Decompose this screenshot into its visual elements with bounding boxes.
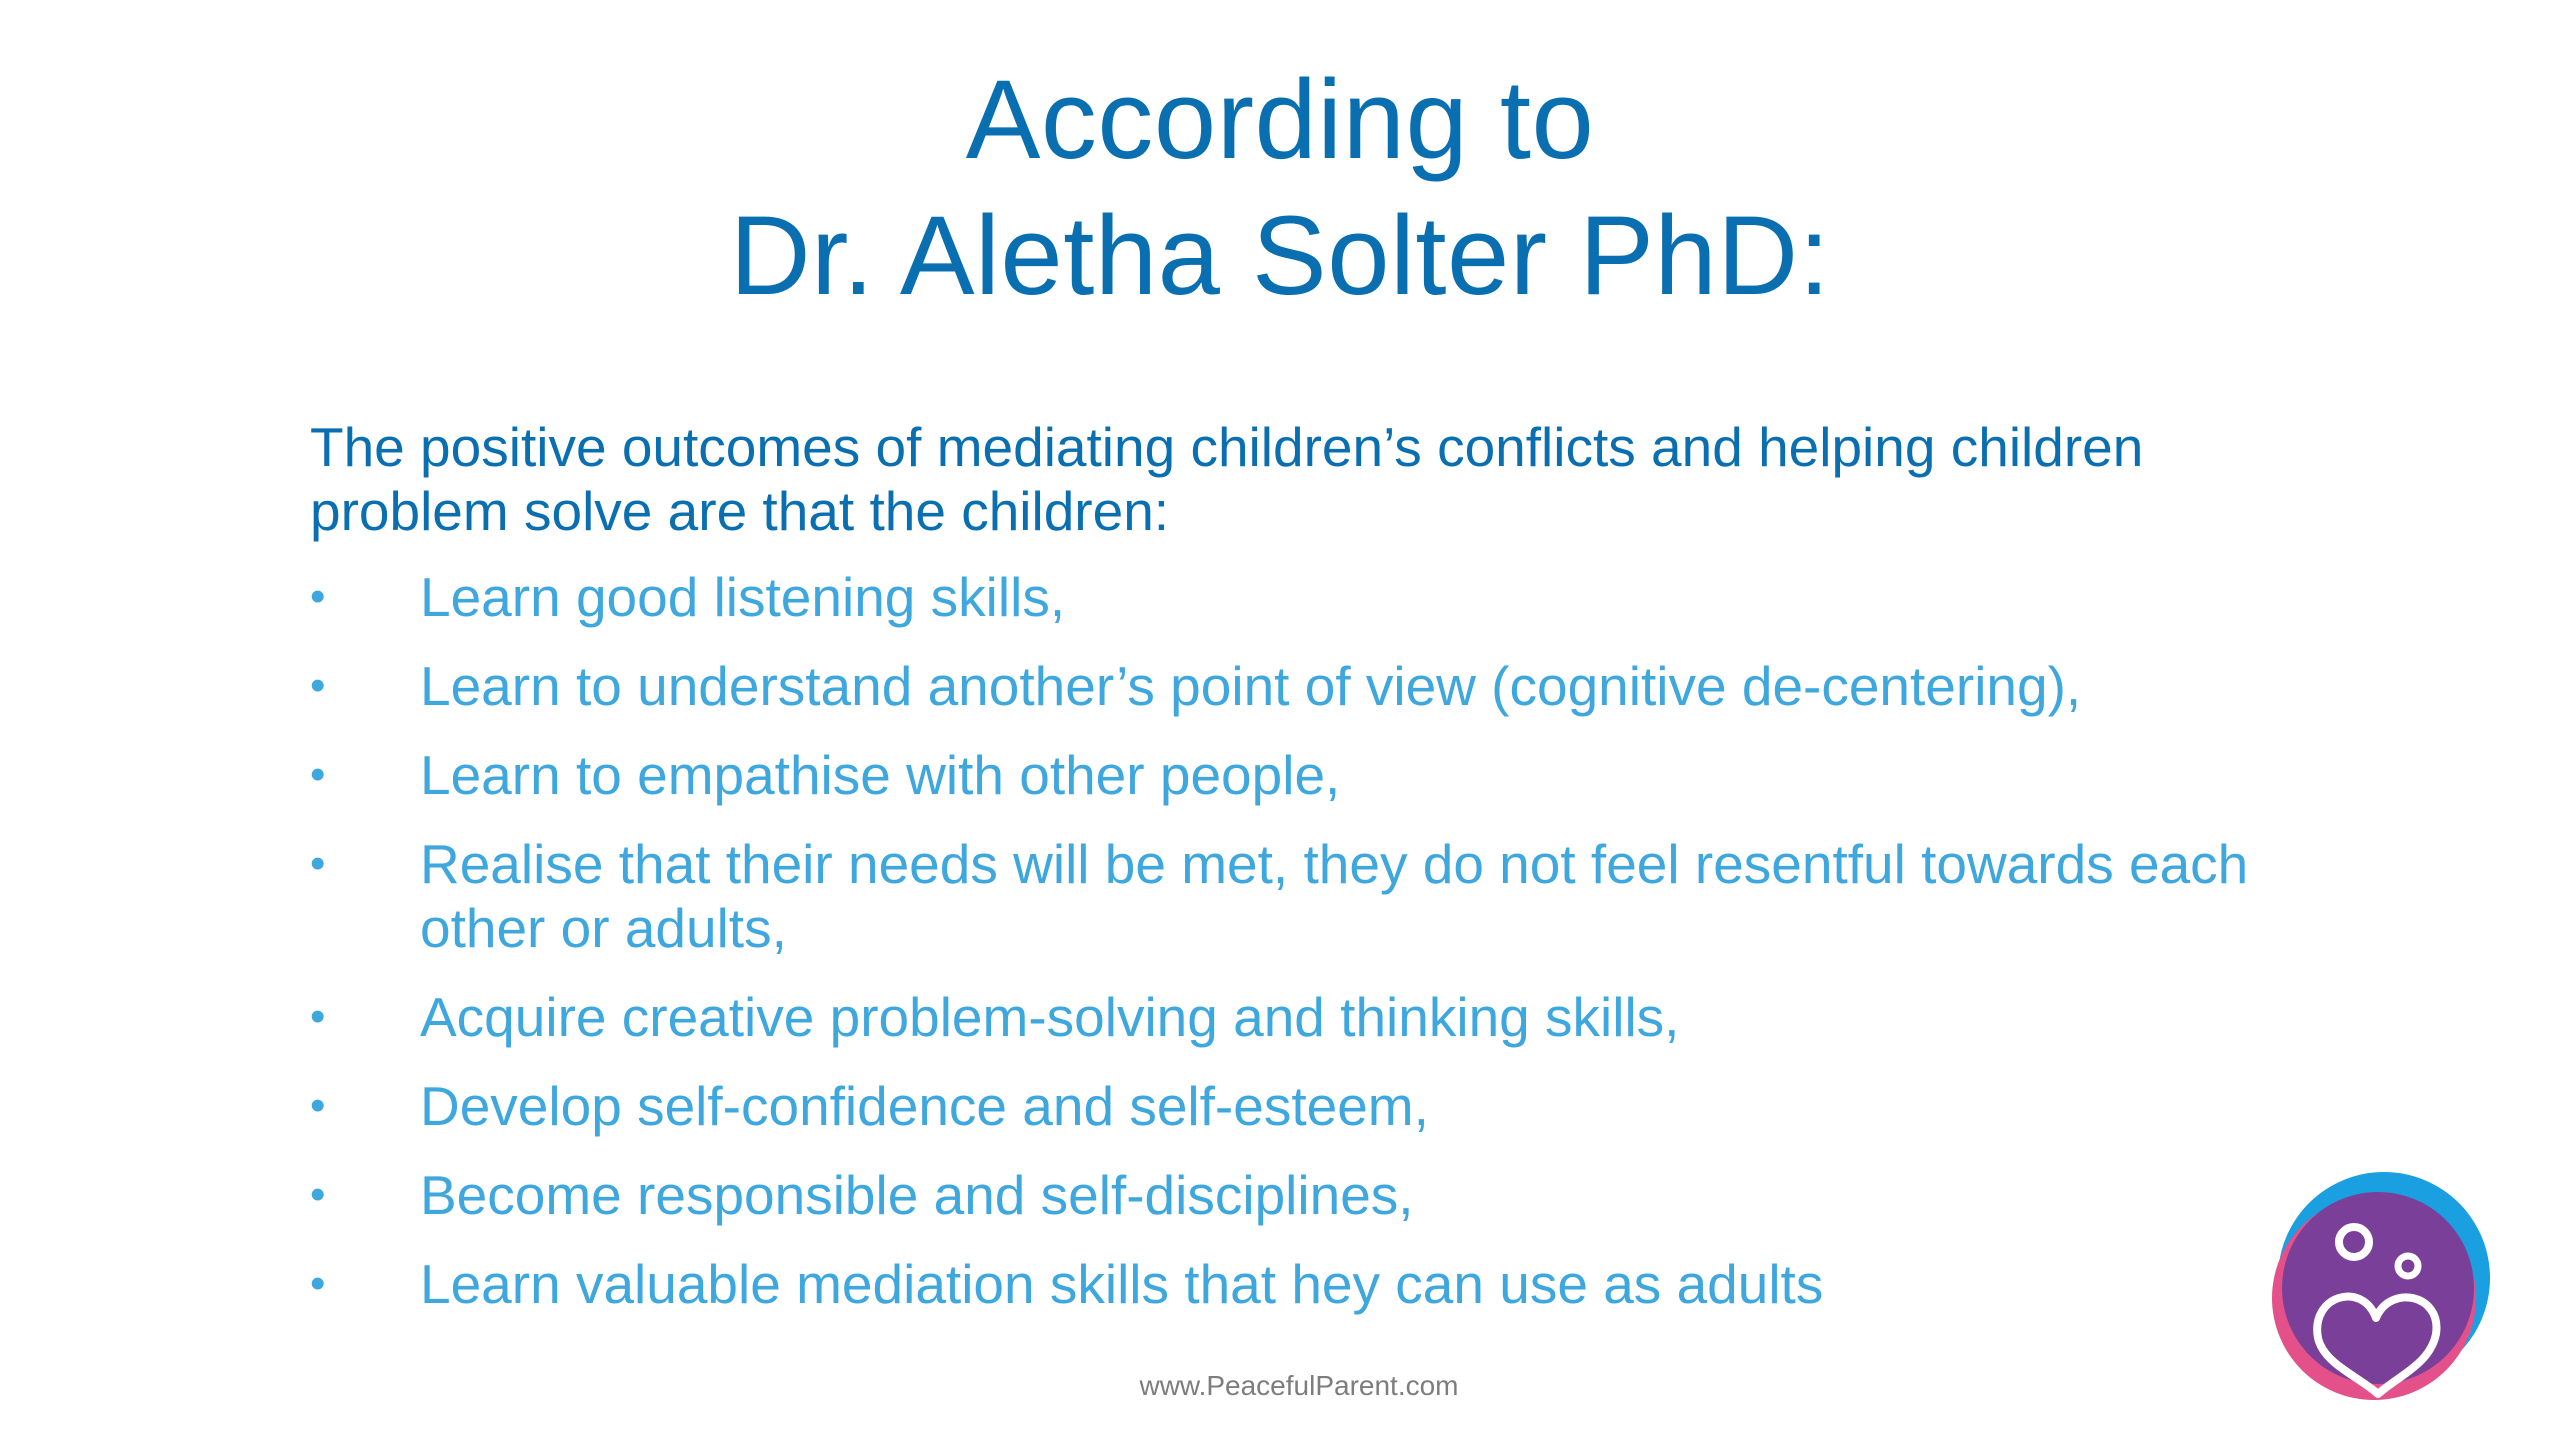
list-item [310, 654, 2310, 718]
footer-website [0, 1368, 2560, 1404]
list-item [310, 1163, 2310, 1227]
list-item-text: Learn to understand another’s point of view (cognitive de-centering), [420, 655, 2082, 717]
slide-title [0, 52, 2560, 324]
list-item [310, 743, 2310, 807]
list-item-text: Learn to empathise with other people, [420, 744, 1341, 806]
list-item-text: Realise that their needs will be met, they do not feel resentful towards each other or adults, [420, 833, 2249, 959]
bullet-icon: • [310, 1081, 326, 1130]
list-item [310, 1074, 2310, 1138]
list-item [310, 565, 2310, 629]
bullet-icon: • [310, 750, 326, 799]
bullet-icon: • [310, 572, 326, 621]
bullet-icon: • [310, 992, 326, 1041]
title-line-1: According to [965, 57, 1595, 182]
bullet-icon: • [310, 1259, 326, 1308]
bullet-icon: • [310, 661, 326, 710]
list-item-text: Acquire creative problem-solving and thinking skills, [420, 986, 1680, 1048]
bullet-icon: • [310, 839, 326, 888]
list-item-text: Learn valuable mediation skills that hey can use as adults [420, 1253, 1824, 1315]
title-line-2: Dr. Aletha Solter PhD: [729, 193, 1831, 318]
bullet-list [310, 565, 2310, 1341]
list-item-text: Learn good listening skills, [420, 566, 1066, 628]
list-item-text: Develop self-confidence and self-esteem, [420, 1075, 1429, 1137]
peaceful-parent-logo-icon [2258, 1168, 2498, 1412]
list-item [310, 985, 2310, 1049]
intro-paragraph: The positive outcomes of mediating children’s conflicts and helping children problem solve are that the children: [310, 416, 2144, 542]
logo-purple-circle [2282, 1192, 2474, 1384]
footer-url: www.PeacefulParent.com [1139, 1370, 1459, 1401]
list-item [310, 832, 2310, 960]
list-item [310, 1252, 2310, 1316]
list-item-text: Become responsible and self-disciplines, [420, 1164, 1414, 1226]
bullet-icon: • [310, 1170, 326, 1219]
